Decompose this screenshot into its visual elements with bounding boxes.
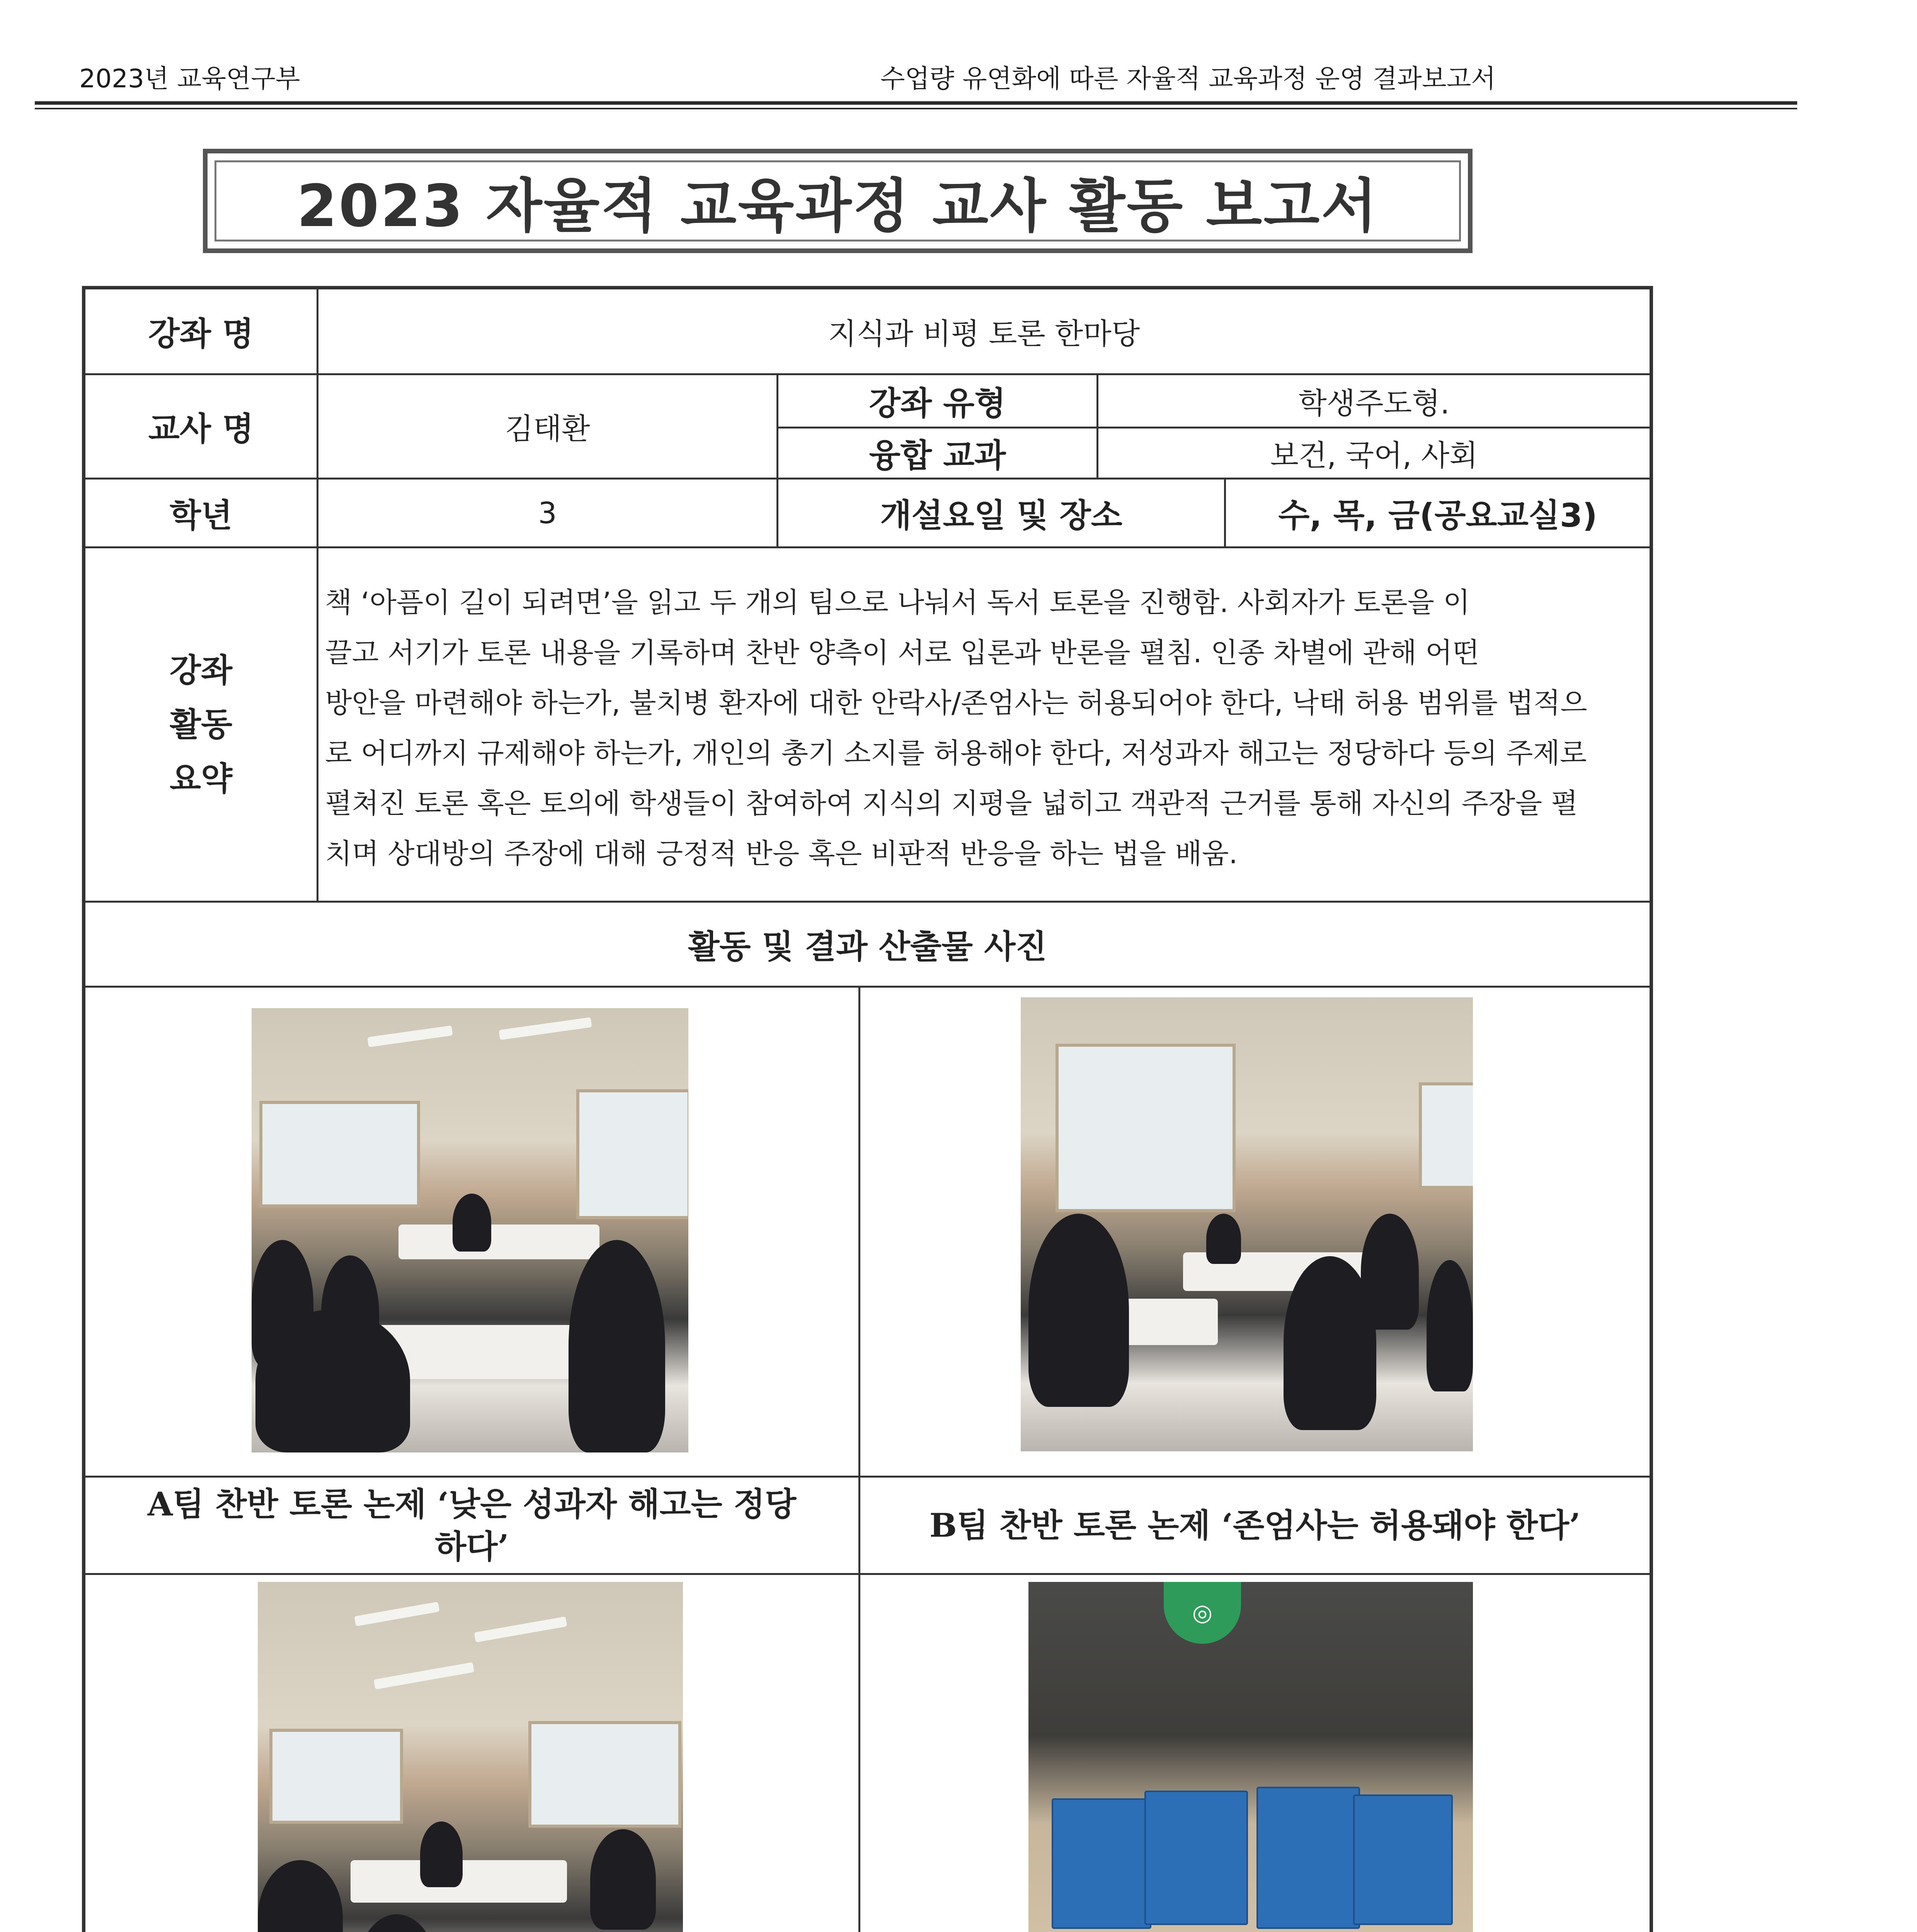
header-left: 2023년 교육연구부 [79,64,300,94]
summary-label-line: 강좌 [169,651,233,689]
summary-line: 펼쳐진 토론 혹은 토의에 학생들이 참여하여 지식의 지평을 넓히고 객관적 근거를 통해 자신의 주장을 펼 [325,787,1578,820]
course-type: 학생주도형. [1298,386,1450,420]
schedule-label: 개설요일 및 장소 [880,497,1122,534]
summary-text [325,577,1643,879]
summary-label [85,548,317,901]
photo-team-a-debate [252,1008,688,1452]
caption-team-a: A팀 찬반 토론 논제 ‘낮은 성과자 해고는 정당하다’ [147,1485,797,1566]
header-right: 수업량 유연화에 따른 자율적 교육과정 운영 결과보고서 [880,64,1496,94]
summary-line: 끌고 서기가 토론 내용을 기록하며 찬반 양측이 서로 입론과 반론을 펼침. 인종 차별에 관해 어떤 [325,636,1479,669]
photos-heading: 활동 및 결과 산출물 사진 [688,928,1047,966]
row-divider [85,986,1650,988]
photo-book-stack [1028,1582,1473,1932]
fusion-label: 융합 교과 [869,437,1006,474]
header-rule-thin [35,108,1797,109]
course-name: 지식과 비평 토론 한마당 [828,316,1140,351]
photo-team-b-debate [1021,997,1473,1451]
photo-both-teams [258,1582,683,1932]
page-title: 2023 자율적 교육과정 교사 활동 보고서 [296,173,1379,240]
col-divider [858,986,860,1932]
row-divider [85,1573,1650,1575]
course-type-label: 강좌 유형 [869,384,1006,422]
title-inner [215,160,1461,242]
caption-team-b: B팀 찬반 토론 논제 ‘존엄사는 허용돼야 한다’ [929,1506,1581,1544]
summary-line: 책 ‘아픔이 길이 되려면’을 읽고 두 개의 팀으로 나눠서 독서 토론을 진행함. 사회자가 토론을 이 [325,586,1470,619]
summary-line: 치며 상대방의 주장에 대해 긍정적 반응 혹은 비판적 반응을 하는 법을 배움. [325,837,1238,870]
summary-label-line: 요약 [169,760,233,798]
row-divider [85,546,1650,548]
teacher-name: 김태환 [505,412,590,446]
course-name-label: 강좌 명 [148,315,254,353]
summary-label-line: 활동 [169,706,233,743]
teacher-label: 교사 명 [148,410,254,448]
grade-value: 3 [538,496,557,530]
summary-line: 방안을 마련해야 하는가, 불치병 환자에 대한 안락사/존엄사는 허용되어야 한다, 낙태 허용 범위를 법적으 [325,687,1587,719]
report-table [82,286,1653,1932]
title-box [203,149,1473,253]
header-rule [35,101,1797,105]
summary-line: 로 어디까지 규제해야 하는가, 개인의 총기 소지를 허용해야 한다, 저성과자 해고는 정당하다 등의 주제로 [325,737,1587,769]
fusion-subjects: 보건, 국어, 사회 [1270,438,1478,473]
grade-label: 학년 [169,497,233,534]
sos-logo-icon: ◎ [1164,1582,1241,1644]
schedule-value: 수, 목, 금(공요교실3) [1278,497,1597,534]
